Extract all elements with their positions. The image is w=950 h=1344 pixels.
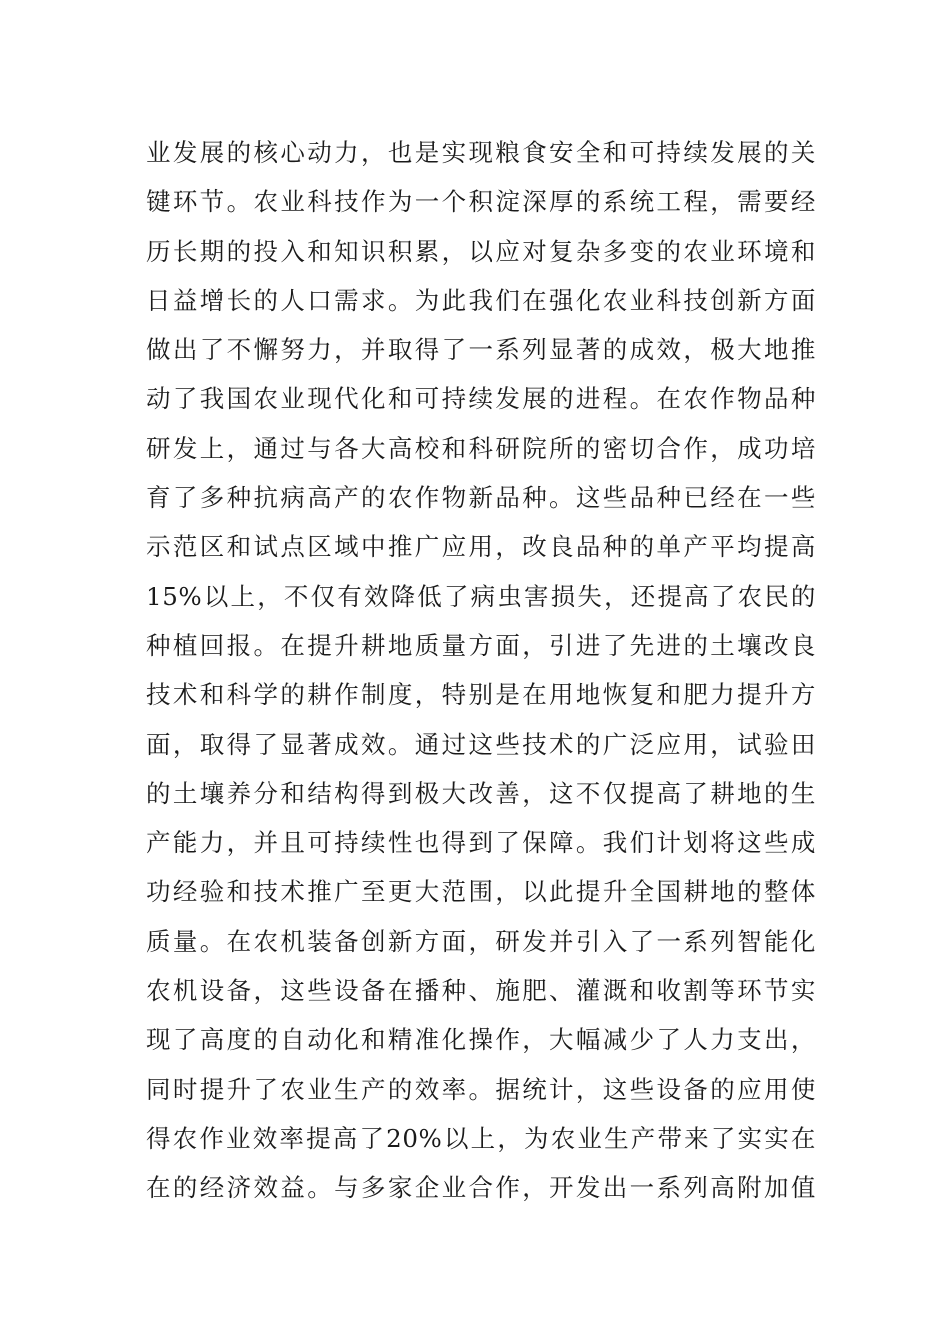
body-paragraph [146, 128, 816, 1213]
text-line: 育了多种抗病高产的农作物新品种。这些品种已经在一些 [146, 483, 816, 513]
text-line: 业发展的核心动力，也是实现粮食安全和可持续发展的关 [146, 138, 816, 167]
text-line: 在的经济效益。与多家企业合作，开发出一系列高附加值 [146, 1173, 816, 1203]
text-line: 研发上，通过与各大高校和科研院所的密切合作，成功培 [146, 433, 816, 463]
text-line: 的土壤养分和结构得到极大改善，这不仅提高了耕地的生 [146, 778, 816, 808]
text-line: 历长期的投入和知识积累，以应对复杂多变的农业环境和 [146, 236, 816, 266]
text-line: 现了高度的自动化和精准化操作，大幅减少了人力支出， [146, 1025, 816, 1055]
text-line: 种植回报。在提升耕地质量方面，引进了先进的土壤改良 [146, 630, 816, 660]
text-line: 动了我国农业现代化和可持续发展的进程。在农作物品种 [146, 384, 816, 414]
text-line: 同时提升了农业生产的效率。据统计，这些设备的应用使 [146, 1074, 816, 1104]
text-line: 做出了不懈努力，并取得了一系列显著的成效，极大地推 [146, 335, 816, 365]
text-line: 质量。在农机装备创新方面，研发并引入了一系列智能化 [146, 926, 816, 956]
text-line: 产能力，并且可持续性也得到了保障。我们计划将这些成 [146, 828, 816, 858]
text-line: 面，取得了显著成效。通过这些技术的广泛应用，试验田 [146, 729, 816, 759]
text-line: 15%以上，不仅有效降低了病虫害损失，还提高了农民的 [146, 581, 816, 611]
text-line: 示范区和试点区域中推广应用，改良品种的单产平均提高 [146, 532, 816, 562]
text-line: 日益增长的人口需求。为此我们在强化农业科技创新方面 [146, 285, 816, 315]
text-line: 农机设备，这些设备在播种、施肥、灌溉和收割等环节实 [146, 976, 816, 1006]
text-line: 得农作业效率提高了20%以上，为农业生产带来了实实在 [146, 1123, 816, 1153]
text-line: 键环节。农业科技作为一个积淀深厚的系统工程，需要经 [146, 187, 816, 217]
text-line: 技术和科学的耕作制度，特别是在用地恢复和肥力提升方 [146, 680, 816, 710]
text-line: 功经验和技术推广至更大范围，以此提升全国耕地的整体 [146, 877, 816, 907]
